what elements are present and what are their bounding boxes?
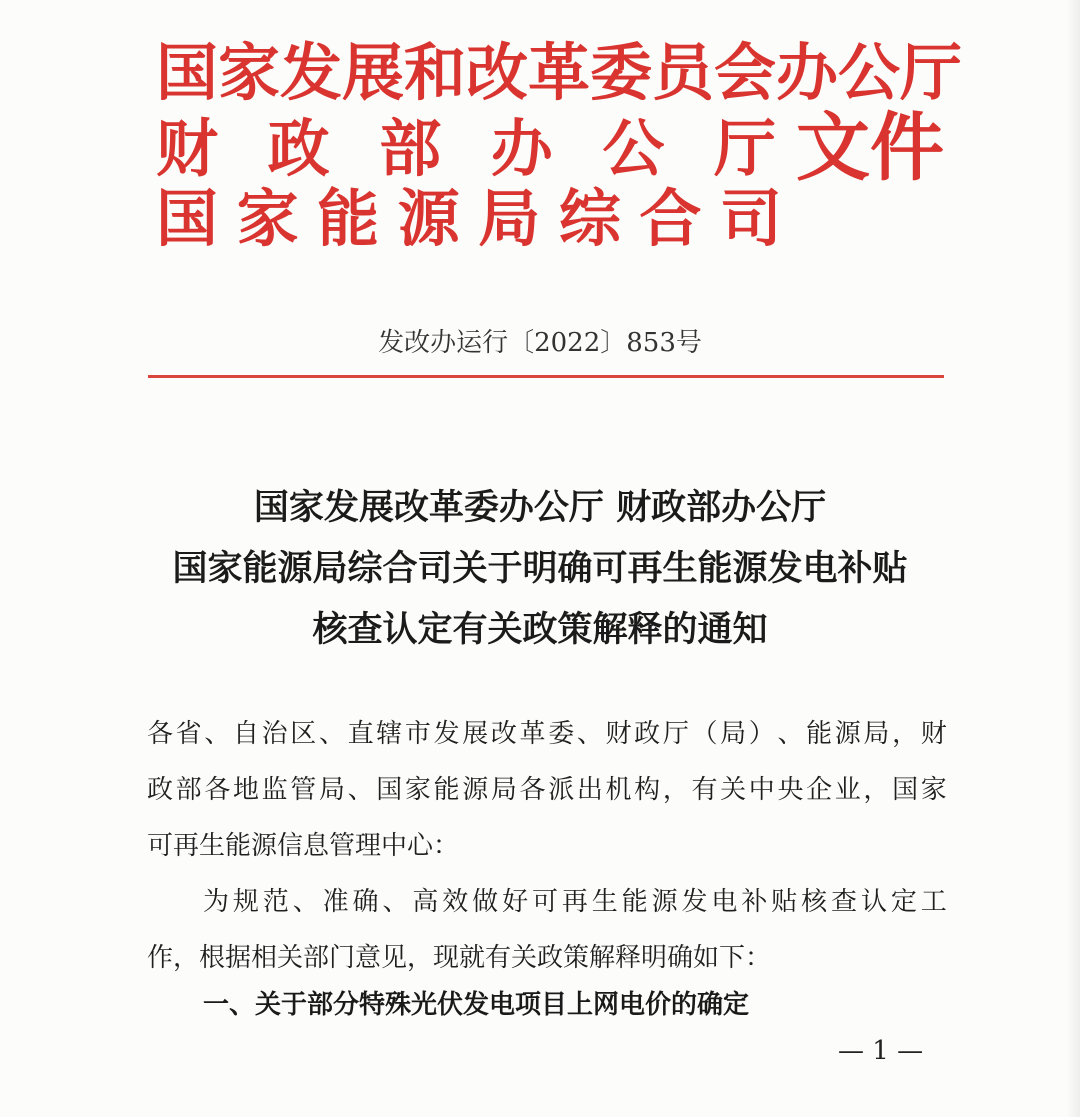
addressee-line	[147, 770, 947, 826]
body-char: 各	[204, 775, 231, 805]
scan-edge-shadow	[1066, 0, 1080, 1117]
body-char: 、	[318, 719, 345, 749]
page-number: — 1 —	[838, 1036, 924, 1066]
body-char: 生	[591, 887, 618, 917]
body-char: 管	[290, 775, 317, 805]
body-char: 源	[834, 719, 861, 749]
body-char: 业	[834, 775, 861, 805]
addressee-line: 可再生能源信息管理中心：	[147, 831, 460, 861]
body-char: 央	[777, 775, 804, 805]
body-char: 、	[292, 887, 319, 917]
body-char: 家	[920, 775, 947, 805]
body-char: 能	[621, 887, 648, 917]
body-char: 能	[433, 775, 460, 805]
body-char: 省	[175, 719, 202, 749]
body-char: 地	[232, 775, 259, 805]
body-char: 、	[204, 719, 231, 749]
header-char: 办	[490, 112, 553, 185]
body-char: 、	[576, 719, 603, 749]
body-char: 再	[561, 887, 588, 917]
body-char: 委	[548, 719, 575, 749]
body-char: 派	[548, 775, 575, 805]
body-char: 直	[347, 719, 374, 749]
header-divider-rule	[148, 375, 944, 378]
paragraph-line	[147, 882, 947, 938]
body-char: 财	[605, 719, 632, 749]
body-char: （	[691, 719, 718, 749]
body-char: 局	[318, 775, 345, 805]
header-char: 源	[397, 182, 460, 255]
body-char: 政	[147, 775, 174, 805]
header-line-mof-chars	[156, 114, 776, 184]
body-char: 辖	[376, 719, 403, 749]
body-char: 出	[576, 775, 603, 805]
document-number: 发改办运行〔2022〕853号	[378, 328, 702, 358]
body-char: 自	[232, 719, 259, 749]
body-char: 效	[442, 887, 469, 917]
header-line-nea	[156, 184, 782, 254]
body-char: 构	[634, 775, 661, 805]
header-char: 公	[602, 112, 665, 185]
header-char: 局	[478, 182, 541, 255]
body-char: 为	[203, 887, 230, 917]
body-char: ，	[662, 775, 689, 805]
header-document-suffix: 文件	[796, 105, 944, 191]
body-char: 贴	[771, 887, 798, 917]
body-char: 局	[720, 719, 747, 749]
body-char: 国	[892, 775, 919, 805]
body-char: 可	[531, 887, 558, 917]
body-char: 范	[262, 887, 289, 917]
header-line-mof	[156, 105, 944, 191]
body-char: 确	[352, 887, 379, 917]
body-char: 关	[720, 775, 747, 805]
body-char: 认	[860, 887, 887, 917]
body-char: 工	[920, 887, 947, 917]
body-char: 监	[261, 775, 288, 805]
body-char: 源	[462, 775, 489, 805]
title-line: 国家能源局综合司关于明确可再生能源发电补贴	[172, 549, 908, 589]
body-char: 、	[777, 719, 804, 749]
body-char: 电	[711, 887, 738, 917]
body-char: 市	[404, 719, 431, 749]
body-char: 发	[681, 887, 708, 917]
body-char: 局	[863, 719, 890, 749]
body-char: 、	[347, 775, 374, 805]
body-char: 厅	[662, 719, 689, 749]
body-char: 发	[433, 719, 460, 749]
body-char: 治	[261, 719, 288, 749]
addressee-line	[147, 714, 947, 770]
body-char: 财	[920, 719, 947, 749]
title-line: 核查认定有关政策解释的通知	[312, 610, 768, 650]
document-title	[0, 478, 1080, 661]
body-char: 能	[806, 719, 833, 749]
body-char: 准	[322, 887, 349, 917]
body-char: 有	[691, 775, 718, 805]
header-char: 综	[558, 182, 621, 255]
body-char: 部	[175, 775, 202, 805]
body-char: 展	[462, 719, 489, 749]
body-char: 补	[741, 887, 768, 917]
body-char: 做	[472, 887, 499, 917]
body-char: 企	[806, 775, 833, 805]
body-char: 核	[801, 887, 828, 917]
body-char: 高	[412, 887, 439, 917]
body-char: 源	[651, 887, 678, 917]
body-char: ，	[863, 775, 890, 805]
body-char: 区	[290, 719, 317, 749]
paragraph-line: 作，根据相关部门意见，现就有关政策解释明确如下：	[147, 943, 772, 973]
body-char: 机	[605, 775, 632, 805]
body-char: ）	[748, 719, 775, 749]
body-char: 政	[634, 719, 661, 749]
body-char: 、	[382, 887, 409, 917]
body-char: 家	[404, 775, 431, 805]
body-char: 好	[502, 887, 529, 917]
body-char: 国	[376, 775, 403, 805]
header-char: 政	[267, 112, 330, 185]
body-char: 查	[831, 887, 858, 917]
header-char: 国	[156, 182, 219, 255]
header-line-ndrc: 国家发展和改革委员会办公厅	[156, 36, 963, 109]
section-heading: 一、关于部分特殊光伏发电项目上网电价的确定	[203, 990, 750, 1020]
header-char: 厅	[713, 112, 776, 185]
header-char: 合	[639, 182, 702, 255]
body-char: 各	[519, 775, 546, 805]
header-char: 家	[236, 182, 299, 255]
body-char: 定	[890, 887, 917, 917]
header-char: 财	[156, 112, 219, 185]
header-char: 能	[317, 182, 380, 255]
body-char: 改	[490, 719, 517, 749]
body-char: 各	[147, 719, 174, 749]
title-line: 国家发展改革委办公厅 财政部办公厅	[253, 488, 827, 528]
header-char: 司	[719, 182, 782, 255]
body-char: 革	[519, 719, 546, 749]
body-char: 规	[232, 887, 259, 917]
body-char: 中	[748, 775, 775, 805]
document-body	[147, 714, 947, 994]
body-char: 局	[490, 775, 517, 805]
body-char: ，	[892, 719, 919, 749]
header-char: 部	[379, 112, 442, 185]
